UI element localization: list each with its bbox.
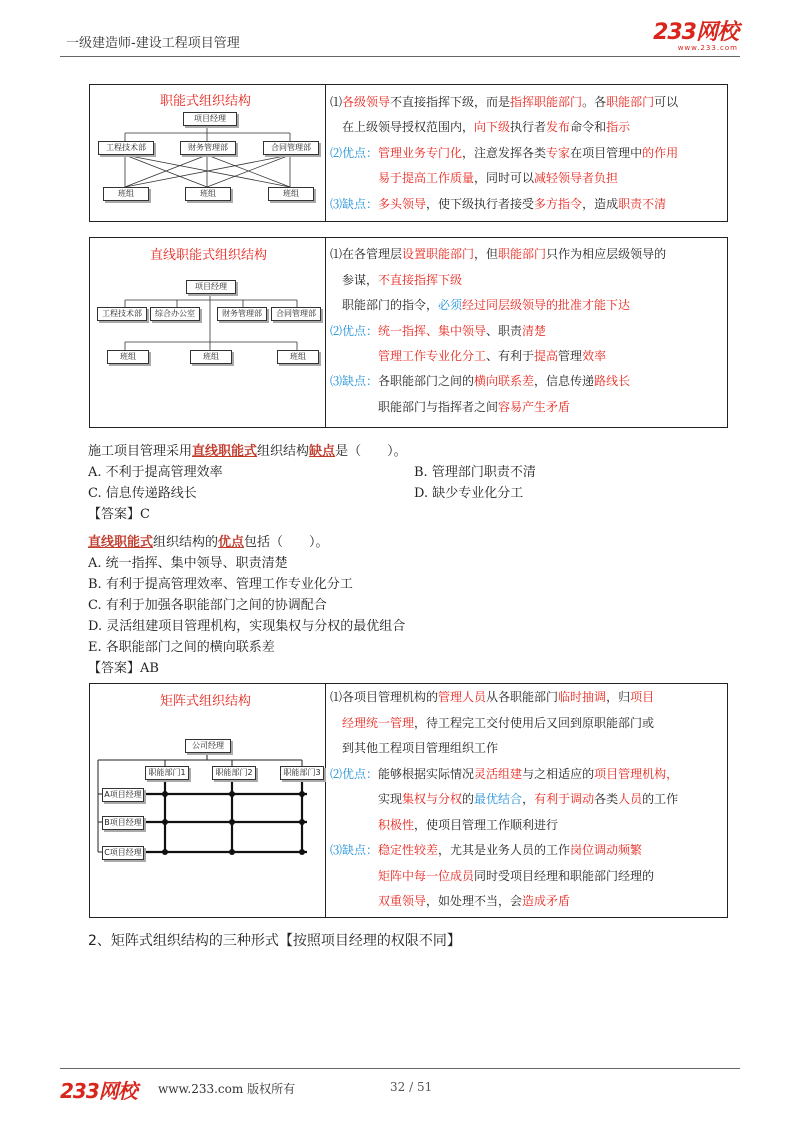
functional-node-bottom: 班组 <box>185 187 231 201</box>
matrix-title: 矩阵式组织结构 <box>160 694 252 709</box>
footer-divider <box>60 1068 740 1069</box>
functional-line-2: 在上级领导授权范围内，向下级执行者发布命令和指示 <box>342 120 631 134</box>
functional-line-1: ⑴各级领导不直接指挥下级，而是指挥职能部门。各职能部门可以 <box>330 95 679 109</box>
matrix-node-col: 职能部门3 <box>280 766 324 780</box>
line-functional-node-bottom: 班组 <box>277 350 319 364</box>
line-functional-node-bottom: 班组 <box>107 350 149 364</box>
matrix-line-2: 经理统一管理，待工程完工交付使用后又回到原职能部门或 <box>342 716 655 730</box>
matrix-line-5: 实现集权与分权的最优结合，有利于调动各类人员的工作 <box>378 792 679 806</box>
page-number: 32 / 51 <box>390 1080 433 1094</box>
line-functional-node-mid: 合同管理部 <box>271 307 321 321</box>
line-functional-node-mid: 工程技术部 <box>97 307 147 321</box>
footer-site-link[interactable]: www.233.com 版权所有 <box>158 1082 296 1096</box>
functional-node-top: 项目经理 <box>183 112 237 126</box>
matrix-node-col: 职能部门1 <box>145 766 189 780</box>
brand-logo[interactable] <box>653 22 738 52</box>
matrix-node-row: C项目经理 <box>102 846 144 860</box>
matrix-line-9: 双重领导，如处理不当，会造成矛盾 <box>378 894 571 908</box>
matrix-node-col: 职能部门2 <box>212 766 256 780</box>
header-divider <box>60 56 740 57</box>
functional-node-mid: 合同管理部 <box>263 141 319 155</box>
question1-option: D. 缺少专业化分工 <box>414 486 524 501</box>
functional-line-5: ⑶缺点：多头领导，使下级执行者接受多方指令，造成职责不清 <box>330 197 667 211</box>
line-functional-line-7: 职能部门与指挥者之间容易产生矛盾 <box>378 400 571 414</box>
functional-node-bottom: 班组 <box>268 187 314 201</box>
matrix-node-top: 公司经理 <box>185 739 231 753</box>
line-functional-title: 直线职能式组织结构 <box>150 248 268 263</box>
line-functional-line-2: 参谋，不直接指挥下级 <box>342 273 463 287</box>
line-functional-node-bottom: 班组 <box>190 350 232 364</box>
line-functional-line-1: ⑴在各管理层设置职能部门，但职能部门只作为相应层级领导的 <box>330 247 667 261</box>
line-functional-node-mid: 综合办公室 <box>150 307 200 321</box>
functional-line-3: ⑵优点：管理业务专门化，注意发挥各类专家在项目管理中的作用 <box>330 146 679 160</box>
logo-text: 233网校 <box>653 20 738 45</box>
question2-option: B. 有利于提高管理效率、管理工作专业化分工 <box>88 577 353 592</box>
functional-node-mid: 财务管理部 <box>180 141 236 155</box>
question2-option: C. 有利于加强各职能部门之间的协调配合 <box>88 598 327 613</box>
line-functional-table-divider <box>325 237 326 427</box>
footer-logo[interactable]: 233网校 <box>60 1079 137 1103</box>
question1-option: C. 信息传递路线长 <box>88 486 197 501</box>
functional-table-divider <box>325 84 326 221</box>
line-functional-line-6: ⑶缺点：各职能部门之间的横向联系差，信息传递路线长 <box>330 374 631 388</box>
functional-line-4: 易于提高工作质量，同时可以减轻领导者负担 <box>378 171 619 185</box>
question1-option: B. 管理部门职责不清 <box>414 465 536 480</box>
line-functional-line-5: 管理工作专业化分工、有利于提高管理效率 <box>378 349 607 363</box>
matrix-node-row: A项目经理 <box>102 788 144 802</box>
section-heading: 2、矩阵式组织结构的三种形式【按照项目经理的权限不同】 <box>88 933 461 949</box>
question1-answer: 【答案】C <box>88 507 150 522</box>
logo-subtext: www.233.com <box>677 44 738 52</box>
matrix-line-4: ⑵优点：能够根据实际情况灵活组建与之相适应的项目管理机构， <box>330 767 679 781</box>
matrix-line-3: 到其他工程项目管理组织工作 <box>342 741 499 755</box>
line-functional-line-4: ⑵优点：统一指挥、集中领导、职责清楚 <box>330 324 547 338</box>
question2-option: D. 灵活组建项目管理机构，实现集权与分权的最优组合 <box>88 619 406 634</box>
matrix-line-7: ⑶缺点：稳定性较差，尤其是业务人员的工作岗位调动频繁 <box>330 843 643 857</box>
question1-option: A. 不利于提高管理效率 <box>88 465 223 480</box>
line-functional-line-3: 职能部门的指令，必须经过同层级领导的批准才能下达 <box>342 298 631 312</box>
functional-node-mid: 工程技术部 <box>98 141 154 155</box>
question2-option: E. 各职能部门之间的横向联系差 <box>88 640 275 655</box>
document-header-title: 一级建造师-建设工程项目管理 <box>66 36 240 51</box>
question1-stem: 施工项目管理采用直线职能式组织结构缺点是（ ）。 <box>88 444 407 459</box>
question2-stem: 直线职能式组织结构的优点包括（ ）。 <box>88 535 329 550</box>
matrix-table-divider <box>325 683 326 917</box>
line-functional-node-mid: 财务管理部 <box>217 307 267 321</box>
matrix-line-6: 积极性，使项目管理工作顺利进行 <box>378 818 559 832</box>
functional-node-bottom: 班组 <box>103 187 149 201</box>
question2-option: A. 统一指挥、集中领导、职责清楚 <box>88 556 288 571</box>
line-functional-node-top: 项目经理 <box>186 280 236 294</box>
question2-answer: 【答案】AB <box>88 661 159 676</box>
matrix-node-row: B项目经理 <box>102 816 144 830</box>
matrix-line-1: ⑴各项目管理机构的管理人员从各职能部门临时抽调，归项目 <box>330 690 655 704</box>
matrix-line-8: 矩阵中每一位成员同时受项目经理和职能部门经理的 <box>378 869 655 883</box>
functional-title: 职能式组织结构 <box>160 94 252 109</box>
